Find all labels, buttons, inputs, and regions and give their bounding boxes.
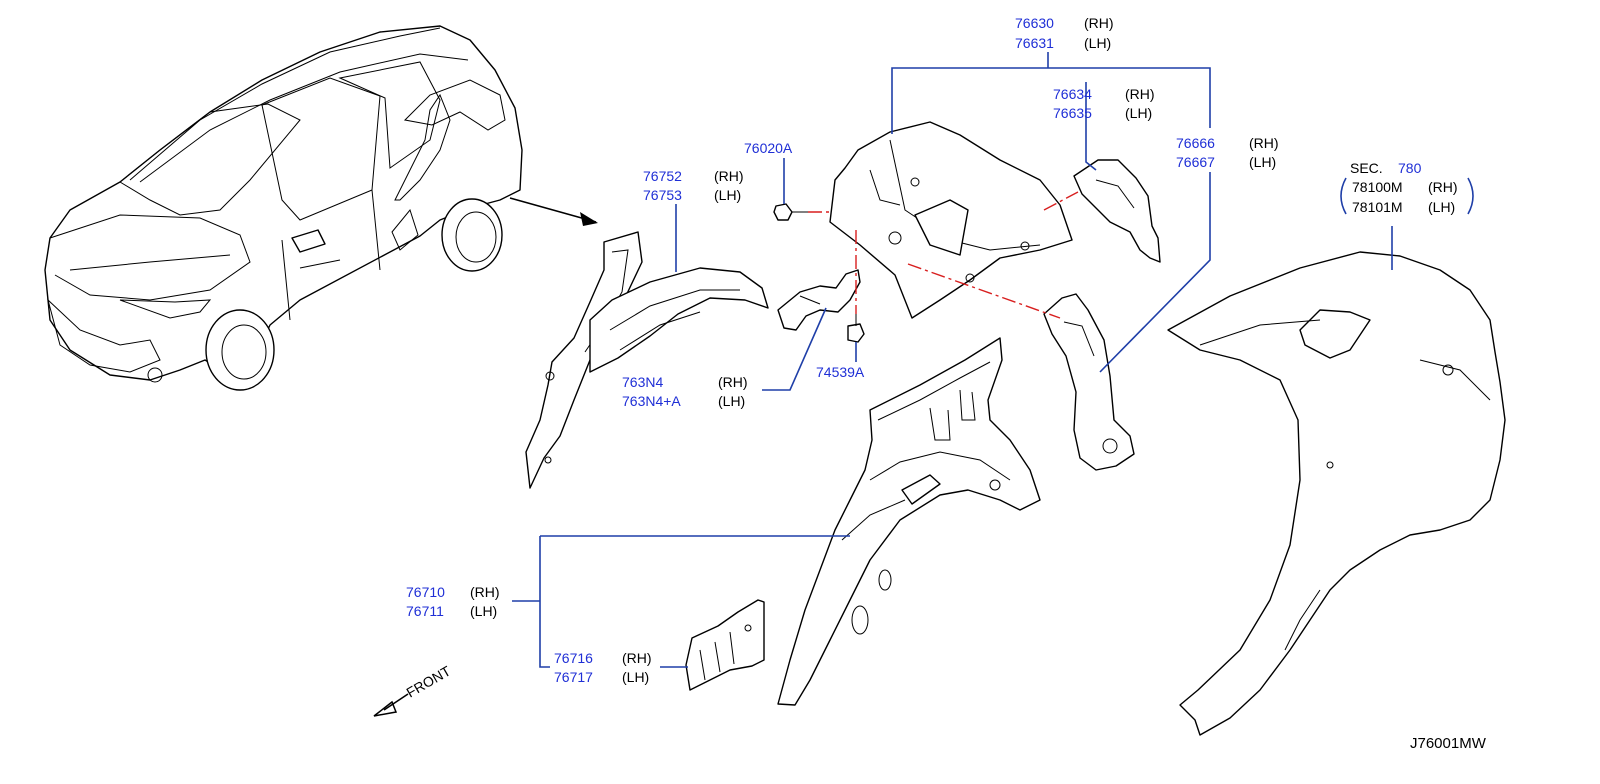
callout-part-number[interactable]: 76752 (643, 168, 682, 184)
callout-part-number[interactable]: 763N4 (622, 374, 664, 390)
vehicle-overview-illustration (45, 26, 522, 390)
callout-side: (LH) (1428, 199, 1456, 215)
callout-part-number[interactable]: 78100M (1352, 179, 1403, 195)
callout-side: (RH) (1428, 179, 1458, 195)
callout-side: (LH) (714, 187, 742, 203)
callout-part-number[interactable]: 76631 (1015, 35, 1054, 51)
front-indicator (374, 662, 454, 716)
drawing-id: J76001MW (1410, 735, 1486, 752)
part-76752-pillar-drawing (526, 232, 642, 488)
callout-side: (LH) (470, 603, 498, 619)
callout-side: (LH) (622, 669, 650, 685)
callout-part-number[interactable]: 78101M (1352, 199, 1403, 215)
part-763N4-bracket-drawing (778, 270, 860, 330)
callout-part-number[interactable]: 74539A (816, 364, 865, 380)
callout-part-number[interactable]: 763N4+A (622, 393, 681, 409)
callout-part-number[interactable]: 76635 (1053, 105, 1092, 121)
part-76716-reinforcement-drawing (686, 600, 764, 690)
callout-side: (RH) (1125, 86, 1155, 102)
callout-side: (LH) (718, 393, 746, 409)
callout-side: (RH) (470, 584, 500, 600)
part-76630-inner-panel-drawing (830, 122, 1072, 318)
callout-part-number[interactable]: 76710 (406, 584, 445, 600)
callout-side: (LH) (1084, 35, 1112, 51)
callout-side: (LH) (1249, 154, 1277, 170)
callout-side: (RH) (714, 168, 744, 184)
callout-side: (LH) (1125, 105, 1153, 121)
callout-part-number[interactable]: 76020A (744, 140, 793, 156)
callout-side: (RH) (718, 374, 748, 390)
part-78100M-body-side-drawing (1168, 252, 1505, 735)
detail-arrow (510, 198, 598, 226)
section-ref-number[interactable]: 780 (1398, 160, 1422, 176)
part-76634-bracket-drawing (1074, 160, 1160, 262)
bolt-76020A-drawing (774, 204, 808, 220)
callout-side: (RH) (622, 650, 652, 666)
bolt-74539A-drawing (848, 314, 864, 342)
callout-part-number[interactable]: 76630 (1015, 15, 1054, 31)
section-ref-prefix: SEC. (1350, 160, 1383, 176)
callout-part-number[interactable]: 76634 (1053, 86, 1092, 102)
callout-part-number[interactable]: 76717 (554, 669, 593, 685)
callout-part-number[interactable]: 76711 (406, 603, 444, 619)
part-76710-inner-panel-drawing (778, 338, 1040, 705)
front-label: FRONT (403, 662, 454, 701)
callout-side: (RH) (1084, 15, 1114, 31)
callout-side: (RH) (1249, 135, 1279, 151)
callout-part-number[interactable]: 76716 (554, 650, 593, 666)
callout-part-number[interactable]: 76667 (1176, 154, 1215, 170)
part-76666-extension-drawing (1044, 294, 1134, 470)
callout-part-number[interactable]: 76753 (643, 187, 682, 203)
callout-part-number[interactable]: 76666 (1176, 135, 1215, 151)
